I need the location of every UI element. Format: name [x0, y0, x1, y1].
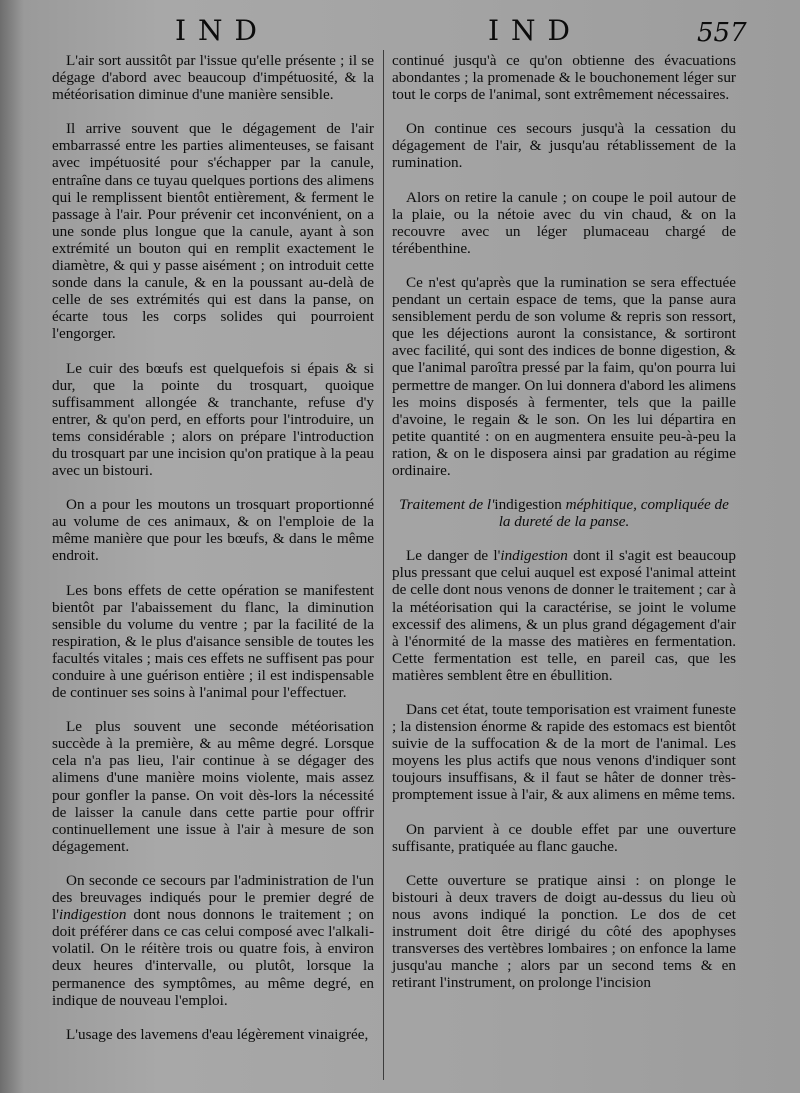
italic-term: indigestion — [58, 906, 127, 924]
text-run: Le danger de l' — [406, 547, 501, 565]
header-right-word: IND — [488, 14, 583, 47]
paragraph: Alors on retire la canule ; on coupe le poil autour de la plaie, ou la nétoie avec du vin chaud, & on la recouvre avec un léger plumaceau chargé de térébenthine. — [392, 188, 736, 257]
paragraph: Les bons effets de cette opération se manifestent bientôt par l'abaissement du flanc, la diminution sensible du volume du ventre ; par la facilité de la respiration, & le plus d'aisance sensible de toutes les facultés vitales ; mais ces effets ne suffisent pas pour conduire à une guérison entière ; il est indispensable de continuer ses soins à l'animal pour l'effectuer. — [52, 581, 374, 702]
paragraph-continued: continué jusqu'à ce qu'on obtienne des évacuations abondantes ; la promenade & le bouchonement léger sur tout le corps de l'animal, sont extrêmement nécessaires. — [392, 52, 736, 104]
paragraph: L'air sort aussitôt par l'issue qu'elle présente ; il se dégage d'abord avec beaucoup d'impétuosité, & la météorisation diminue d'une manière sensible. — [52, 52, 374, 104]
page-number: 557 — [697, 18, 747, 48]
italic-term: indigestion — [500, 547, 568, 565]
paragraph — [392, 547, 736, 684]
right-column — [392, 52, 736, 991]
paragraph: Ce n'est qu'après que la rumination se sera effectuée pendant un certain espace de tems, que la panse aura sensiblement perdu de son volume & repris son ressort, que les déjections auront la consistance, & sortiront avec facilité, qui sont des indices de bonne digestion, & que l'animal paroîtra pressé par la faim, qu'on pourra lui permettre de manger. On lui donnera d'abord les alimens les moins disposés à fermenter, tels que la paille d'avoine, le regain & le son. On les lui départira en petite quantité : on en augmentera ensuite peu-à-peu la ration, & on le disposera ainsi par gradation au régime ordinaire. — [392, 273, 736, 479]
title-run: méphitique, compliquée de la dureté de la panse. — [498, 496, 729, 531]
paragraph: On a pour les moutons un trosquart proportionné au volume de ces animaux, & on l'emploie de la même manière que pour les bœufs, & dans le même endroit. — [52, 496, 374, 565]
paragraph: On continue ces secours jusqu'à la cessation du dégagement de l'air, & jusqu'au rétablissement de la rumination. — [392, 120, 736, 172]
paragraph: Le cuir des bœufs est quelquefois si épais & si dur, que la pointe du trosquart, quoique suffisamment allongée & tranchante, refuse d'y entrer, & qu'on perd, en efforts pour l'introduire, un tems considérable ; alors on prépare l'introduction du trosquart par une incision qu'on pratique à la peau avec un bistouri. — [52, 359, 375, 480]
section-title — [392, 496, 736, 530]
text-run: On seconde ce secours par l'administration de l'un des breuvages indiqués pour le premier degré de l' — [52, 871, 374, 924]
running-header — [0, 14, 800, 48]
title-term: indigestion — [494, 496, 562, 514]
paragraph: Dans cet état, toute temporisation est vraiment funeste ; la distension énorme & rapide des estomacs est bientôt suivie de la suffocation & de la mort de l'animal. Les moyens les plus actifs que nous venons d'indiquer sont toujours insuffisans, & il faut se hâter de donner très-promptement issue à l'air, & aux alimens en même tems. — [392, 701, 736, 804]
text-run: dont nous donnons le traitement ; on doit préférer dans ce cas celui composé avec l'alkali-volatil. On le réitère trois ou quatre fois, à environ deux heures d'intervalle, ou plutôt, lorsque la permanence des symptômes, au même degré, en indique de nouveau l'emploi. — [52, 906, 374, 1009]
paragraph: On parvient à ce double effet par une ouverture suffisante, pratiquée au flanc gauche. — [392, 820, 736, 855]
paragraph: Le plus souvent une seconde météorisation succède à la première, & au même degré. Lorsque cela n'a pas lieu, l'air continue à se dégager des alimens d'une manière moins violente, mais assez pour gonfler la panse. On voit dès-lors la nécessité de laisser la canule dans cette partie pour offrir continuellement une issue à l'air à mesure de son dégagement. — [52, 718, 374, 855]
header-left-word: IND — [175, 14, 270, 47]
title-run: Traitement de l' — [399, 496, 495, 514]
paragraph — [52, 872, 374, 1009]
paragraph: Cette ouverture se pratique ainsi : on plonge le bistouri à deux travers de doigt au-dessus du lieu où nous avons indiqué la ponction. Le dos de cet instrument doit être dirigé du côté des apophyses transverses des vertèbres lombaires ; on enfonce la lame jusqu'au manche ; alors par un second tems & en retirant l'instrument, on prolonge l'incision — [392, 871, 736, 992]
paragraph: Il arrive souvent que le dégagement de l'air embarrassé entre les parties alimenteuses, se faisant avec impétuosité pour s'échapper par la canule, entraîne dans ce tuyau quelques portions des alimens qui le remplissent bientôt entièrement, & ferment le passage à l'air. Pour prévenir cet inconvénient, on a une sonde plus longue que la canule, ayant à son extrémité un bouton qui en remplit exactement le diamètre, & qui y passe aisément ; on introduit cette sonde dans la canule, & en la poussant au-delà de celle de ses extrémités qui est dans la panse, on écarte tous les corps solides qui pourroient l'engorger. — [52, 120, 374, 343]
text-run: dont il s'agit est beaucoup plus pressant que celui auquel est exposé l'animal atteint de celle dont nous venons de donner le traitement ; car à la météorisation qui la caractérise, se joint le volume excessif des alimens, & un plus grand dégagement d'air à l'énormité de la masse des matières en fermentation. Cette fermentation est telle, en pareil cas, que les matières semblent être en ébullition. — [392, 547, 736, 684]
column-divider — [383, 50, 384, 1080]
left-column — [52, 52, 374, 1043]
paragraph: L'usage des lavemens d'eau légèrement vinaigrée, — [66, 1025, 369, 1043]
